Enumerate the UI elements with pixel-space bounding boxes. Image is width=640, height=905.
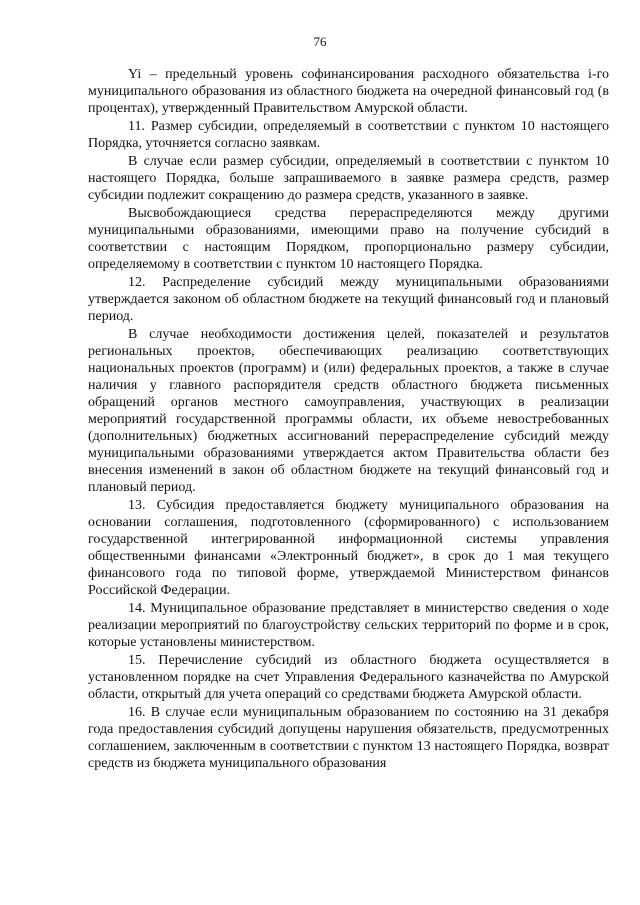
page-number: 76 xyxy=(313,34,327,49)
document-body xyxy=(88,66,609,773)
paragraph-11: 11. Размер субсидии, определяемый в соответствии с пунктом 10 настоящего Порядка, уточняется согласно заявкам. xyxy=(88,119,609,151)
paragraph-12: 12. Распределение субсидий между муниципальными образованиями утверждается законом об областном бюджете на текущий финансовый год и плановый период. xyxy=(88,275,609,324)
paragraph-yi-definition: Yi – предельный уровень софинансирования расходного обязательства i-го муниципального образования из областного бюджета на очередной финансовый год (в процентах), утвержденный Правительством Амурской области. xyxy=(88,67,609,116)
paragraph-12-exception: В случае необходимости достижения целей, показателей и результатов региональных проектов, обеспечивающих реализацию соответствующих национальных проектов (программ) и (или) федеральных проектов, а также в случае наличия у главного распорядителя средств областного бюджета письменных обращений органов местного самоуправления, участвующих в реализации мероприятий государственной программы области, их объеме невостребованных (дополнительных) бюджетных ассигнований перераспределение субсидий между муниципальными образованиями утверждается актом Правительства области без внесения изменений в закон об областном бюджете на текущий финансовый год и плановый период. xyxy=(88,327,609,495)
paragraph-11-reduction: В случае если размер субсидии, определяемый в соответствии с пунктом 10 настоящего Порядка, больше запрашиваемого в заявке размера средств, размер субсидии подлежит сокращению до размера средств, указанного в заявке. xyxy=(88,154,609,203)
paragraph-16: 16. В случае если муниципальным образованием по состоянию на 31 декабря года предоставления субсидий допущены нарушения обязательств, предусмотренных соглашением, заключенным в соответствии с пунктом 13 настоящего Порядка, возврат средств из бюджета муниципального образования xyxy=(88,705,609,771)
paragraph-14: 14. Муниципальное образование представляет в министерство сведения о ходе реализации мероприятий по благоустройству сельских территорий по форме и в срок, которые установлены министерством. xyxy=(88,601,609,650)
paragraph-11-redistribution: Высвобождающиеся средства перераспределяются между другими муниципальными образованиями, имеющими право на получение субсидий в соответствии с настоящим Порядком, пропорционально размеру субсидии, определяемому в соответствии с пунктом 10 настоящего Порядка. xyxy=(88,206,609,272)
paragraph-13: 13. Субсидия предоставляется бюджету муниципального образования на основании соглашения, подготовленного (сформированного) с использованием государственной интегрированной информационной системы управления общественными финансами «Электронный бюджет», в срок до 1 мая текущего финансового года по типовой форме, утверждаемой Министерством финансов Российской Федерации. xyxy=(88,498,609,598)
paragraph-15: 15. Перечисление субсидий из областного бюджета осуществляется в установленном порядке на счет Управления Федерального казначейства по Амурской области, открытый для учета операций со средствами бюджета Амурской области. xyxy=(88,653,609,702)
